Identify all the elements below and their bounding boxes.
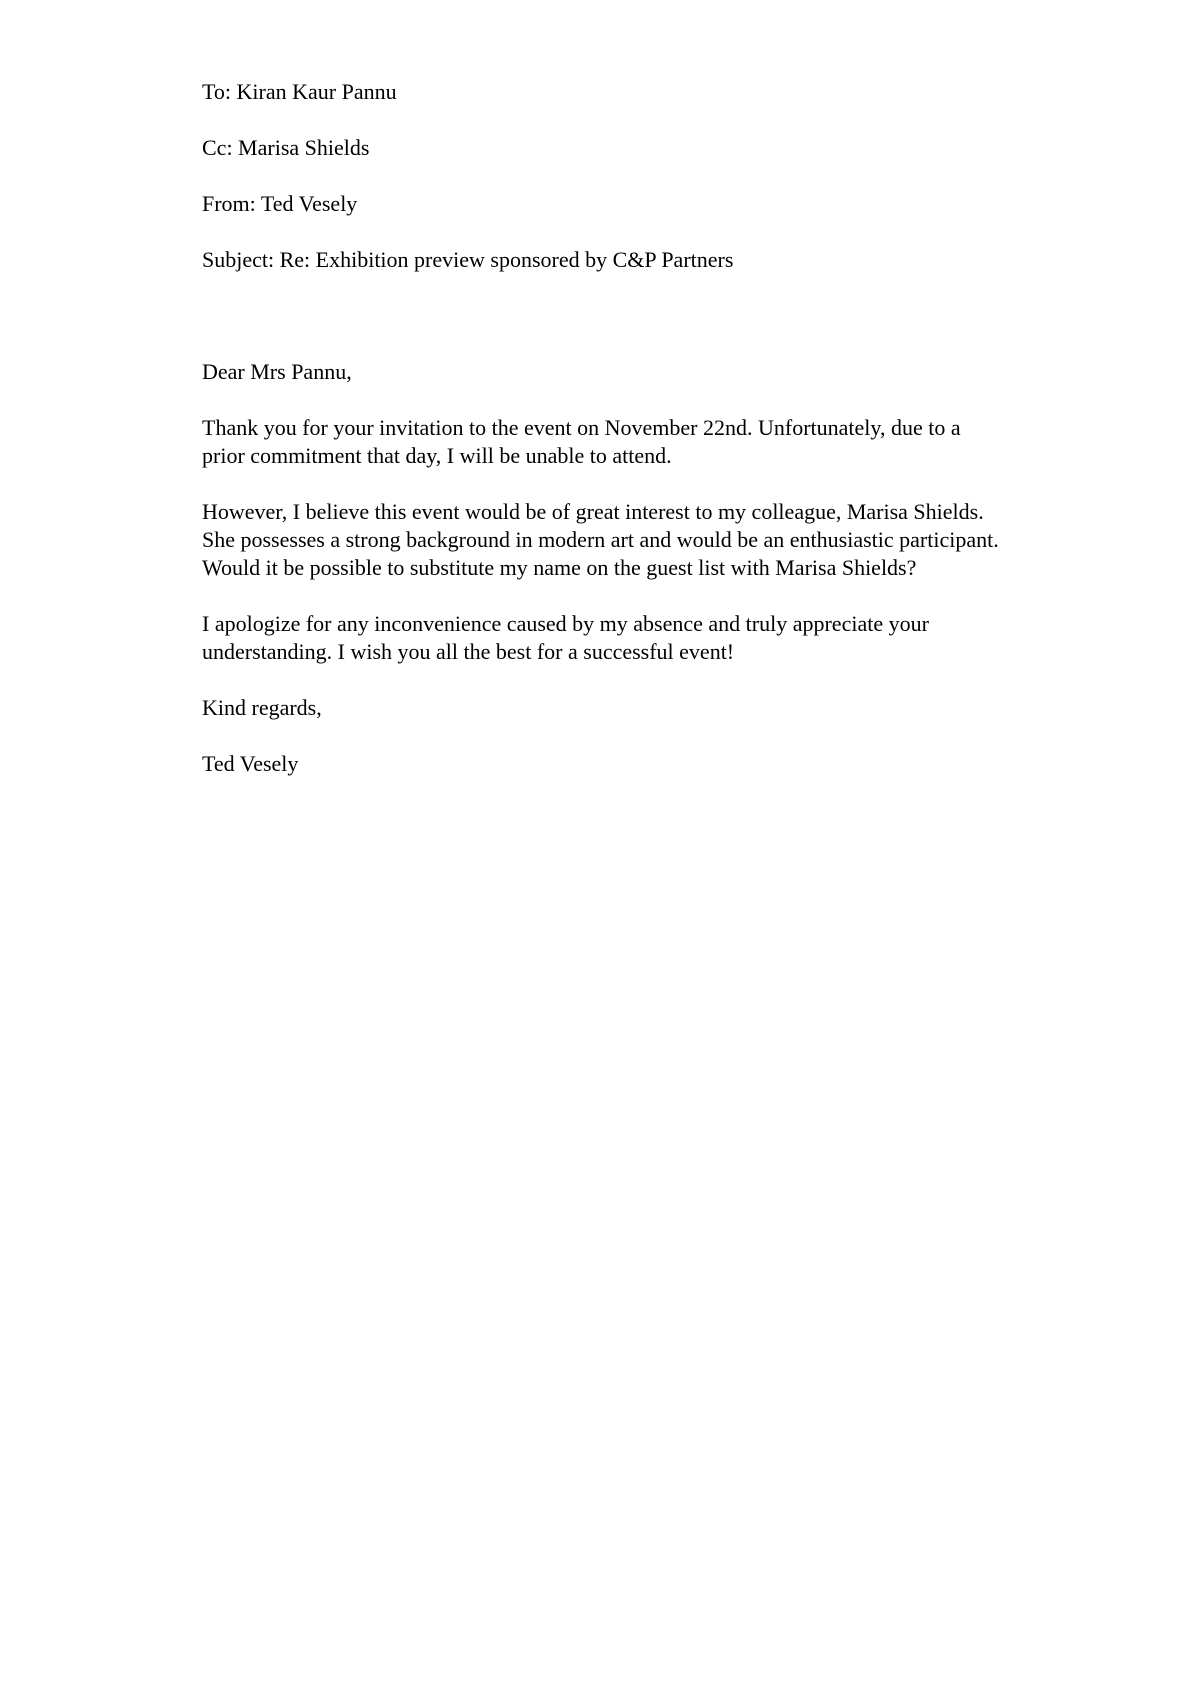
closing: Kind regards, [202, 695, 322, 720]
paragraph-line: prior commitment that day, I will be unable to attend. [202, 443, 672, 468]
paragraph-line: She possesses a strong background in modern art and would be an enthusiastic participant. [202, 527, 999, 552]
email-letter [202, 78, 1102, 778]
paragraph-substitute [202, 498, 1102, 582]
signature: Ted Vesely [202, 751, 299, 776]
paragraph-line: However, I believe this event would be of great interest to my colleague, Marisa Shields. [202, 499, 984, 524]
paragraph-line: I apologize for any inconvenience caused by my absence and truly appreciate your [202, 611, 929, 636]
paragraph-apology [202, 610, 1102, 666]
subject-line: Subject: Re: Exhibition preview sponsored by C&P Partners [202, 247, 734, 272]
email-header [202, 78, 1102, 274]
paragraph-line: Thank you for your invitation to the event on November 22nd. Unfortunately, due to a [202, 415, 961, 440]
email-body [202, 358, 1102, 778]
to-line: To: Kiran Kaur Pannu [202, 79, 397, 104]
cc-line: Cc: Marisa Shields [202, 135, 370, 160]
salutation: Dear Mrs Pannu, [202, 359, 352, 384]
from-line: From: Ted Vesely [202, 191, 358, 216]
paragraph-regret [202, 414, 1102, 470]
paragraph-line: understanding. I wish you all the best for a successful event! [202, 639, 735, 664]
paragraph-line: Would it be possible to substitute my name on the guest list with Marisa Shields? [202, 555, 917, 580]
